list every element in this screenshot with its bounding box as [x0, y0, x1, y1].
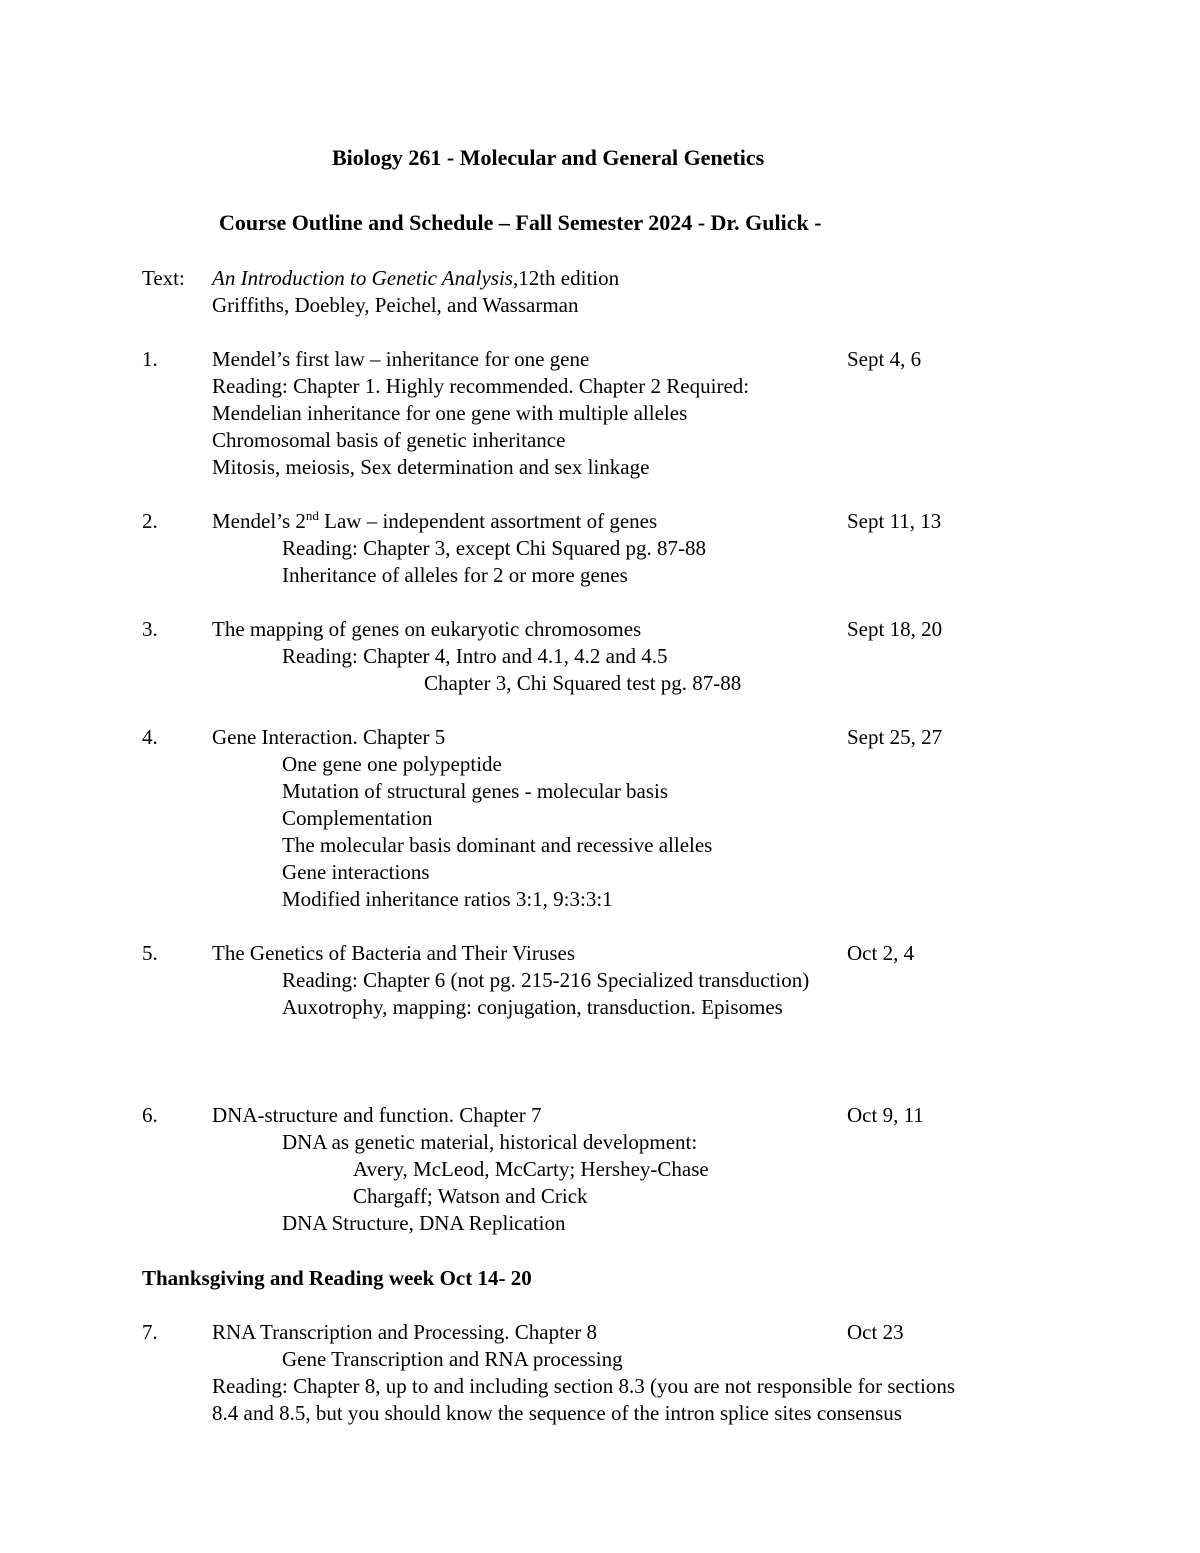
item-line: Mutation of structural genes - molecular basis [282, 779, 669, 803]
item-line: Avery, McLeod, McCarty; Hershey-Chase [353, 1157, 709, 1181]
item-title-pre: Mendel’s 2 [212, 509, 306, 533]
item-line: Chapter 3, Chi Squared test pg. 87-88 [424, 671, 742, 695]
item-number: 7. [142, 1320, 158, 1344]
page-subtitle: Course Outline and Schedule – Fall Semester 2024 - Dr. Gulick - [219, 210, 822, 235]
item-number: 5. [142, 941, 158, 965]
book-edition: ,12th edition [512, 266, 620, 290]
item-line: Chromosomal basis of genetic inheritance [212, 428, 566, 452]
item-date: Sept 25, 27 [847, 725, 943, 749]
item-number: 3. [142, 617, 158, 641]
item-line: Reading: Chapter 1. Highly recommended. Chapter 2 Required: [212, 374, 750, 398]
item-line: Reading: Chapter 4, Intro and 4.1, 4.2 and 4.5 [282, 644, 668, 668]
item-date: Sept 4, 6 [847, 347, 922, 371]
item-date: Oct 23 [847, 1320, 904, 1344]
item-line: Gene interactions [282, 860, 430, 884]
item-title: DNA-structure and function. Chapter 7 [212, 1103, 542, 1127]
page-title: Biology 261 - Molecular and General Genetics [332, 145, 765, 170]
book-authors: Griffiths, Doebley, Peichel, and Wassarman [212, 293, 579, 317]
book-title: An Introduction to Genetic Analysis [212, 266, 513, 290]
item-number: 2. [142, 509, 158, 533]
item-line: Modified inheritance ratios 3:1, 9:3:3:1 [282, 887, 613, 911]
item-title [212, 508, 657, 534]
item-line: DNA as genetic material, historical development: [282, 1130, 698, 1154]
item-title-post: Law – independent assortment of genes [318, 509, 658, 533]
item-number: 4. [142, 725, 158, 749]
item-line: Reading: Chapter 8, up to and including section 8.3 (you are not responsible for sections [212, 1374, 956, 1398]
item-line: DNA Structure, DNA Replication [282, 1211, 566, 1235]
item-line: Chargaff; Watson and Crick [353, 1184, 588, 1208]
item-date: Oct 2, 4 [847, 941, 915, 965]
item-title: RNA Transcription and Processing. Chapter 8 [212, 1320, 597, 1344]
item-title: The Genetics of Bacteria and Their Viruses [212, 941, 575, 965]
item-date: Sept 11, 13 [847, 509, 942, 533]
item-line: Mendelian inheritance for one gene with multiple alleles [212, 401, 688, 425]
item-date: Sept 18, 20 [847, 617, 943, 641]
break-note: Thanksgiving and Reading week Oct 14- 20 [142, 1266, 532, 1290]
item-line: One gene one polypeptide [282, 752, 502, 776]
item-line: Reading: Chapter 6 (not pg. 215-216 Specialized transduction) [282, 968, 810, 992]
item-date: Oct 9, 11 [847, 1103, 924, 1127]
item-title: The mapping of genes on eukaryotic chromosomes [212, 617, 642, 641]
text-label: Text: [142, 266, 185, 290]
item-title-sup: nd [305, 508, 319, 523]
item-line: Inheritance of alleles for 2 or more genes [282, 563, 628, 587]
item-line: Auxotrophy, mapping: conjugation, transduction. Episomes [282, 995, 783, 1019]
item-line: The molecular basis dominant and recessive alleles [282, 833, 713, 857]
item-number: 6. [142, 1103, 158, 1127]
item-line: Mitosis, meiosis, Sex determination and sex linkage [212, 455, 650, 479]
item-title: Mendel’s first law – inheritance for one gene [212, 347, 590, 371]
item-line: Complementation [282, 806, 433, 830]
item-title: Gene Interaction. Chapter 5 [212, 725, 446, 749]
item-line: Gene Transcription and RNA processing [282, 1347, 623, 1371]
item-line: Reading: Chapter 3, except Chi Squared pg. 87-88 [282, 536, 706, 560]
item-line: 8.4 and 8.5, but you should know the sequence of the intron splice sites consensus [212, 1401, 902, 1425]
item-number: 1. [142, 347, 158, 371]
book-citation [212, 265, 619, 291]
